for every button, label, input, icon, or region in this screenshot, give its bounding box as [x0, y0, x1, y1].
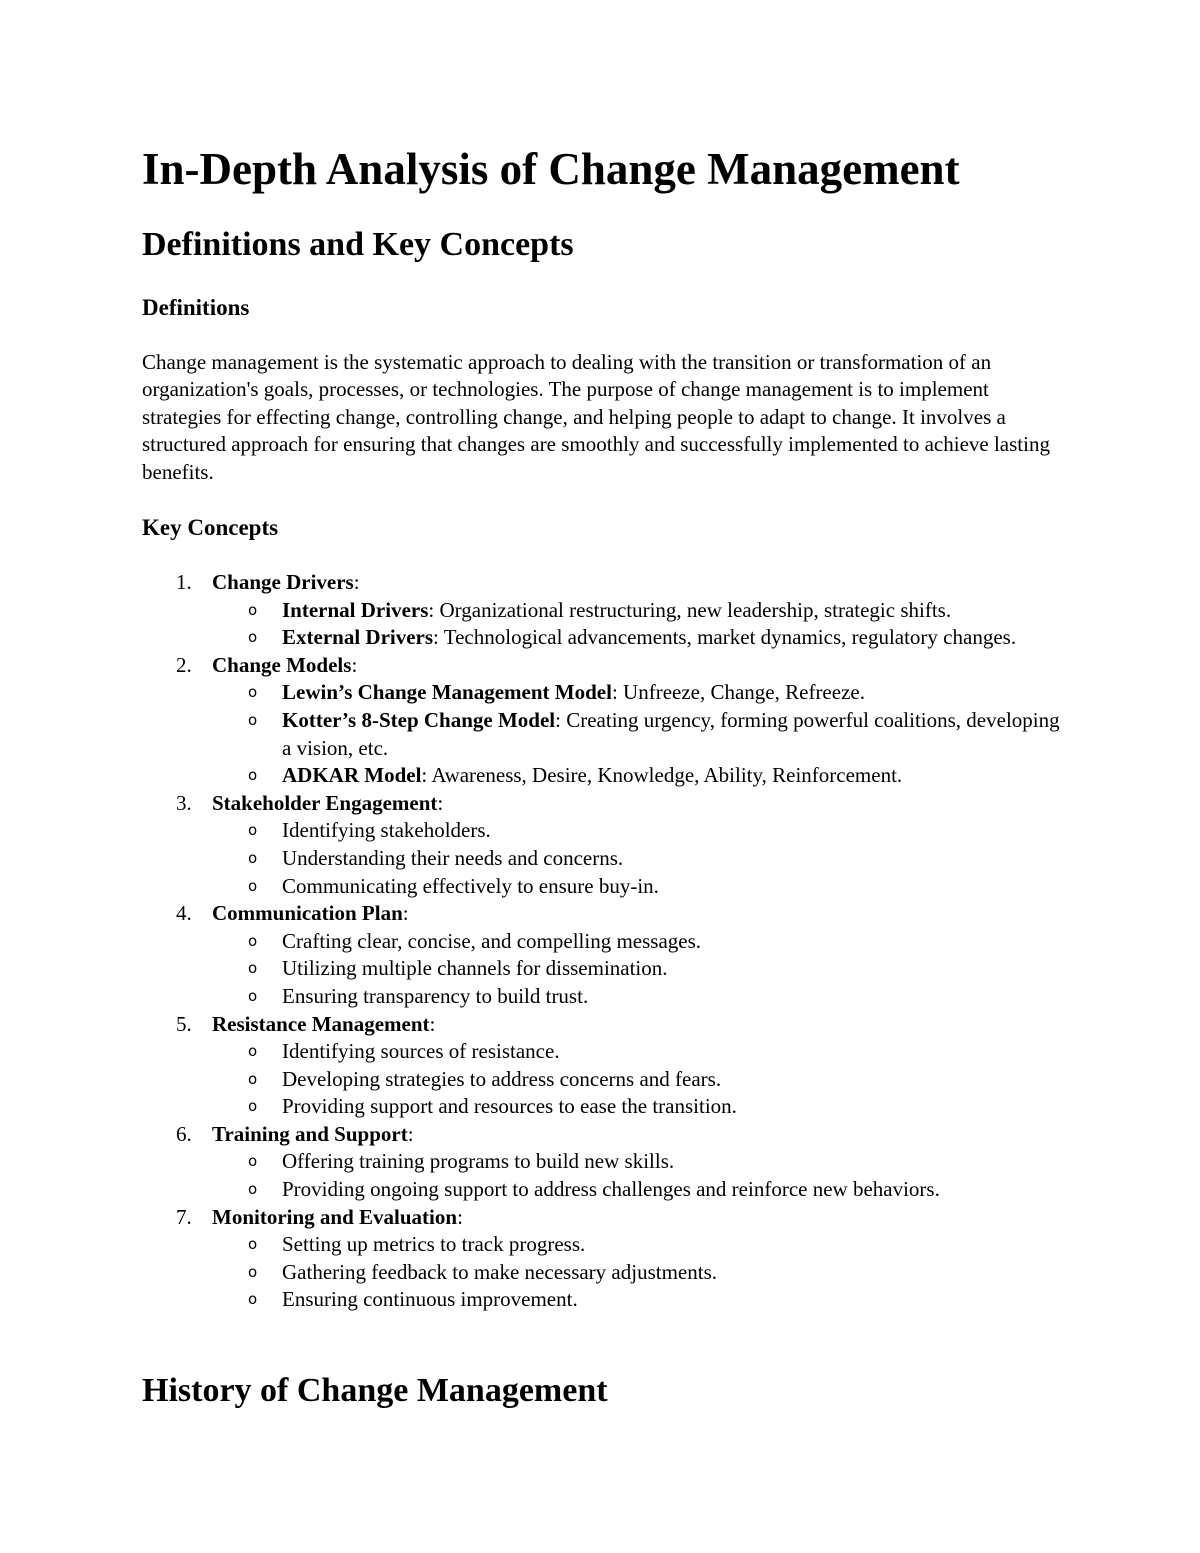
sub-bullet-text: Crafting clear, concise, and compelling messages.: [282, 928, 702, 953]
key-concept-title: Change Models: [212, 652, 352, 677]
sub-bullet-text: : Creating urgency, forming powerful coalitions, developing a vision, etc.: [282, 707, 1060, 760]
sub-bullet-item: [142, 1176, 1062, 1204]
key-concept-heading: Change Models:: [212, 652, 358, 677]
circle-bullet-icon: o: [248, 1235, 258, 1254]
circle-bullet-icon: o: [248, 1262, 258, 1281]
circle-bullet-icon: o: [248, 821, 258, 840]
circle-bullet-icon: o: [248, 600, 258, 619]
key-concept-item: [142, 790, 1062, 818]
circle-bullet-icon: o: [248, 986, 258, 1005]
key-concept-item: [142, 1121, 1062, 1149]
sub-bullet-item: [142, 845, 1062, 873]
list-number: 4.: [176, 901, 192, 926]
key-concepts-list: [142, 569, 1062, 1314]
key-concept-item: [142, 652, 1062, 680]
circle-bullet-icon: o: [248, 1069, 258, 1088]
key-concept-heading: Monitoring and Evaluation:: [212, 1204, 463, 1229]
list-number: 2.: [176, 652, 192, 677]
key-concept-item: [142, 569, 1062, 597]
sub-bullet-item: [142, 1093, 1062, 1121]
key-concept-item: [142, 900, 1062, 928]
key-concept-title: Training and Support: [212, 1121, 408, 1146]
sub-bullet-item: [142, 983, 1062, 1011]
sub-bullet-item: [142, 1231, 1062, 1259]
sub-bullet-text: : Unfreeze, Change, Refreeze.: [611, 680, 865, 705]
sub-bullet-text: : Technological advancements, market dynamics, regulatory changes.: [433, 625, 1017, 650]
definitions-paragraph: Change management is the systematic approach to dealing with the transition or transformation of an organization's goals, processes, or technologies. The purpose of change management is to implement strategies for effecting change, controlling change, and helping people to adapt to change. It involves a structured approach for ensuring that changes are smoothly and successfully implemented to achieve lasting benefits.: [142, 350, 1050, 484]
list-number: 7.: [176, 1204, 192, 1229]
key-concept-title: Change Drivers: [212, 570, 354, 594]
sub-bullet-bold-label: Lewin’s Change Management Model: [282, 680, 612, 705]
sub-bullet-text: Communicating effectively to ensure buy-in.: [282, 873, 659, 898]
key-concept-item: [142, 1011, 1062, 1039]
sub-bullet-item: [142, 1066, 1062, 1094]
sub-bullet-text: : Awareness, Desire, Knowledge, Ability, Reinforcement.: [421, 763, 903, 788]
key-concept-title: Monitoring and Evaluation: [212, 1204, 458, 1229]
key-concept-title: Communication Plan: [212, 901, 403, 926]
key-concept-title: Stakeholder Engagement: [212, 790, 438, 815]
circle-bullet-icon: o: [248, 876, 258, 895]
sub-bullet-text: Providing support and resources to ease the transition.: [282, 1094, 737, 1119]
circle-bullet-icon: o: [248, 931, 258, 950]
sub-bullet-item: [142, 597, 1062, 625]
circle-bullet-icon: o: [248, 959, 258, 978]
key-concept-title: Resistance Management: [212, 1011, 430, 1036]
sub-bullet-item: [142, 707, 1062, 762]
sub-bullet-item: [142, 955, 1062, 983]
sub-bullet-text: Identifying stakeholders.: [282, 818, 491, 843]
sub-bullet-text: Gathering feedback to make necessary adjustments.: [282, 1259, 718, 1284]
sub-bullet-text: Offering training programs to build new skills.: [282, 1149, 675, 1174]
sub-bullet-text: Ensuring continuous improvement.: [282, 1287, 578, 1312]
sub-bullet-item: [142, 679, 1062, 707]
key-concept-heading: Communication Plan:: [212, 901, 409, 926]
circle-bullet-icon: o: [248, 1180, 258, 1199]
key-concept-item: [142, 1204, 1062, 1232]
list-number: 3.: [176, 790, 192, 815]
circle-bullet-icon: o: [248, 766, 258, 785]
section-heading-definitions-key-concepts: Definitions and Key Concepts: [142, 226, 574, 263]
circle-bullet-icon: o: [248, 683, 258, 702]
sub-bullet-item: [142, 817, 1062, 845]
section-heading-history: History of Change Management: [142, 1372, 608, 1409]
subheading-definitions: Definitions: [142, 295, 250, 320]
circle-bullet-icon: o: [248, 1290, 258, 1309]
circle-bullet-icon: o: [248, 1097, 258, 1116]
key-concept-heading: Training and Support:: [212, 1121, 414, 1146]
circle-bullet-icon: o: [248, 1042, 258, 1061]
sub-bullet-item: [142, 928, 1062, 956]
sub-bullet-text: Developing strategies to address concerns and fears.: [282, 1066, 722, 1091]
key-concept-heading: Change Drivers:: [212, 570, 360, 594]
circle-bullet-icon: o: [248, 710, 258, 729]
key-concept-heading: Stakeholder Engagement:: [212, 790, 444, 815]
sub-bullet-text: Understanding their needs and concerns.: [282, 845, 624, 870]
sub-bullet-bold-label: External Drivers: [282, 625, 434, 650]
sub-bullet-item: [142, 1148, 1062, 1176]
sub-bullet-item: [142, 873, 1062, 901]
sub-bullet-text: Utilizing multiple channels for dissemination.: [282, 956, 668, 981]
list-number: 6.: [176, 1121, 192, 1146]
sub-bullet-item: [142, 1038, 1062, 1066]
list-number: 1.: [176, 570, 192, 594]
sub-bullet-text: : Organizational restructuring, new leadership, strategic shifts.: [428, 597, 952, 622]
sub-bullet-item: [142, 624, 1062, 652]
sub-bullet-item: [142, 1286, 1062, 1314]
sub-bullet-text: Setting up metrics to track progress.: [282, 1232, 586, 1257]
sub-bullet-text: Identifying sources of resistance.: [282, 1039, 560, 1064]
circle-bullet-icon: o: [248, 628, 258, 647]
sub-bullet-bold-label: Kotter’s 8-Step Change Model: [282, 707, 556, 732]
sub-bullet-item: [142, 1259, 1062, 1287]
list-number: 5.: [176, 1011, 192, 1036]
sub-bullet-bold-label: Internal Drivers: [282, 597, 429, 622]
sub-bullet-text: Providing ongoing support to address challenges and reinforce new behaviors.: [282, 1177, 940, 1202]
circle-bullet-icon: o: [248, 1152, 258, 1171]
sub-bullet-text: Ensuring transparency to build trust.: [282, 983, 589, 1008]
document-title: In-Depth Analysis of Change Management: [142, 144, 960, 194]
sub-bullet-item: [142, 762, 1062, 790]
sub-bullet-bold-label: ADKAR Model: [282, 763, 422, 788]
key-concept-heading: Resistance Management:: [212, 1011, 436, 1036]
circle-bullet-icon: o: [248, 848, 258, 867]
subheading-key-concepts: Key Concepts: [142, 515, 279, 540]
